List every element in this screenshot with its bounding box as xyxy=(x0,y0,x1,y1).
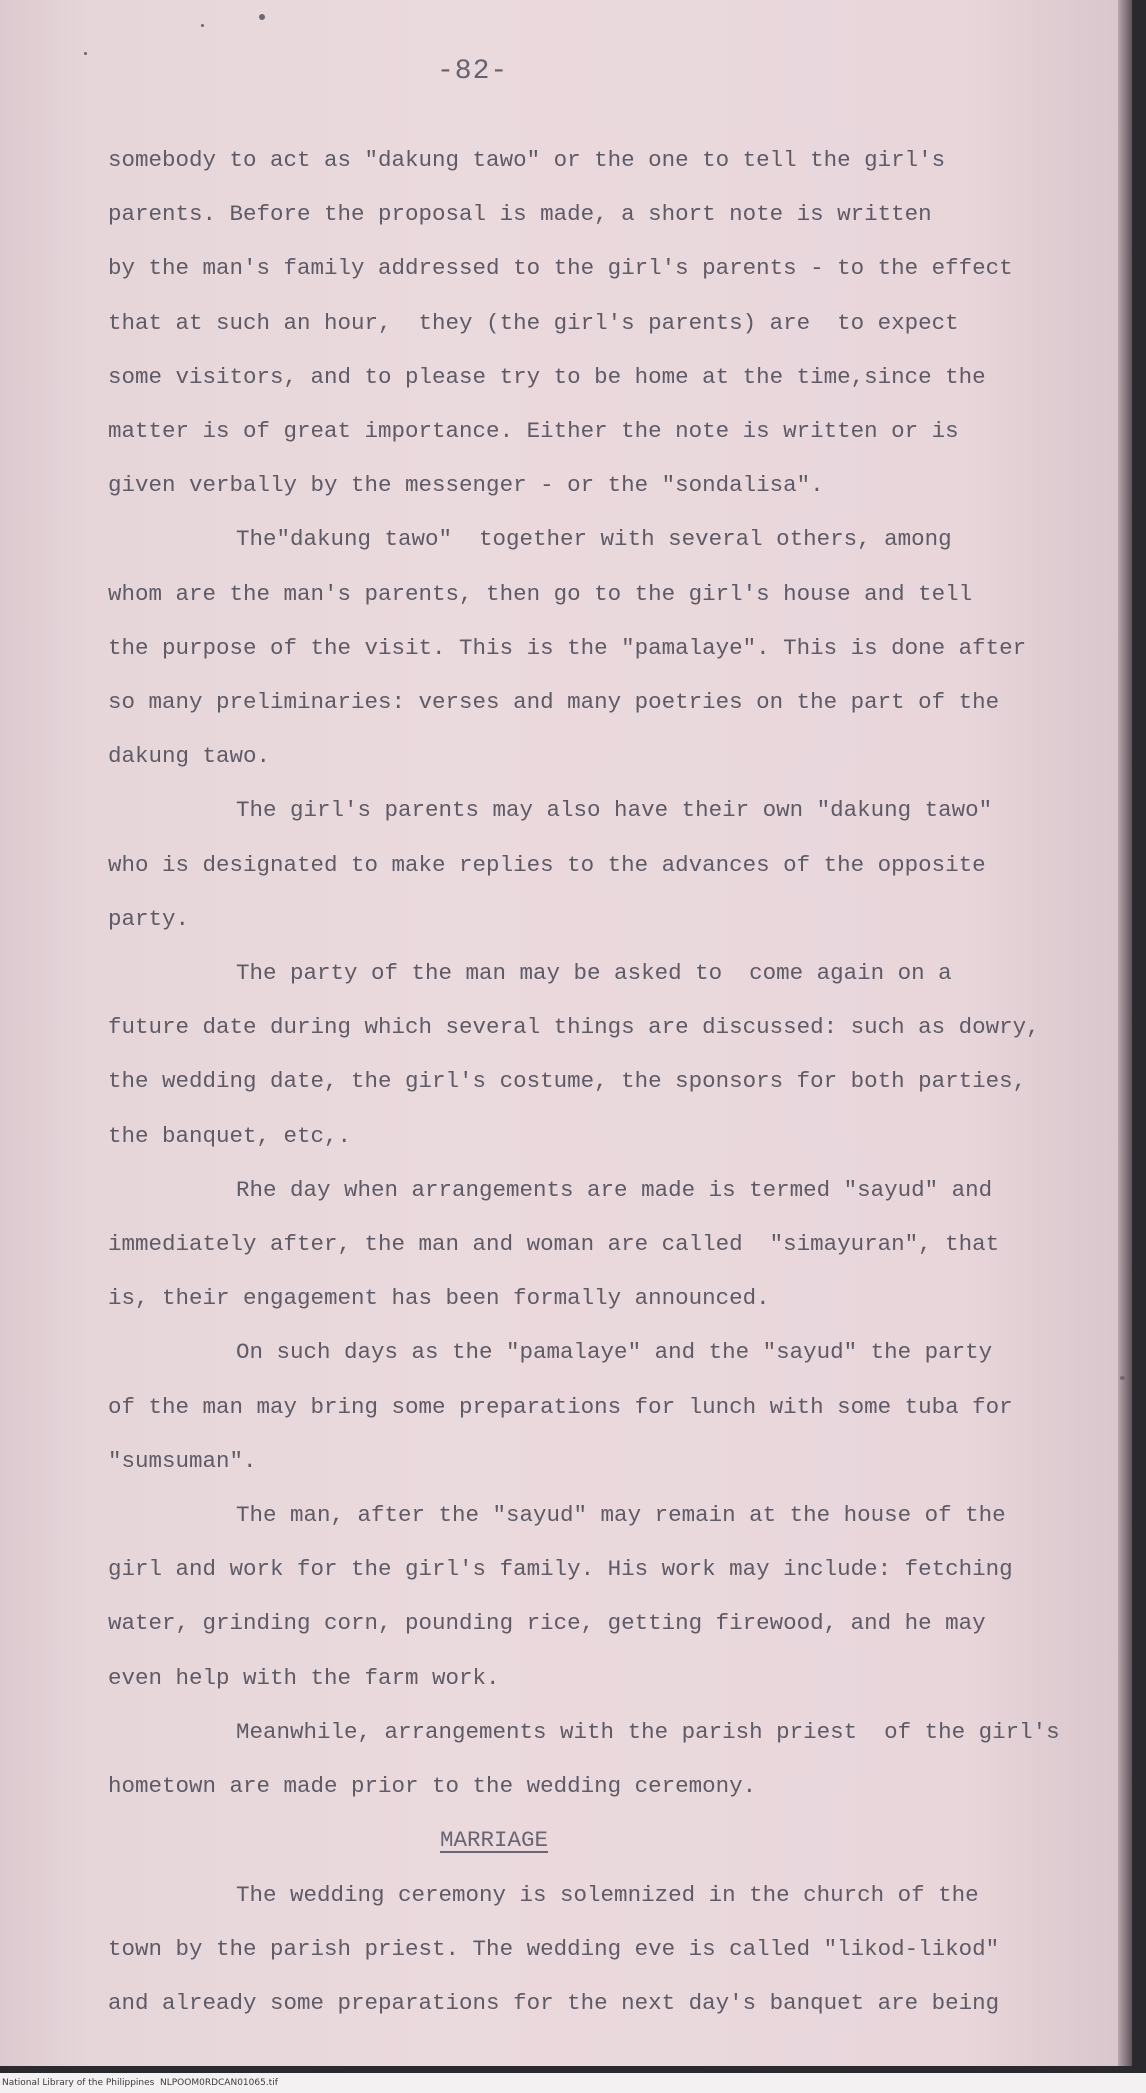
scan-footer xyxy=(0,2073,1146,2093)
paragraph: The party of the man may be asked to come again on a future date during which several things are discussed: such as dowry, the wedding date, the girl's costume, the sponsors for both parties, the banquet, etc,. xyxy=(108,960,1040,1149)
paragraph: somebody to act as "dakung tawo" or the one to tell the girl's parents. Before the proposal is made, a short note is written by the man's family addressed to the girl's parents - to the effect that at such an hour, they (the girl's parents) are to expect some visitors, and to please try to be home at the time,since the matter is of great importance. Either the note is written or is given verbally by the messenger - or the "sondalisa". xyxy=(108,147,1013,499)
page-edge-shadow xyxy=(1118,0,1132,2066)
library-credit: National Library of the Philippines xyxy=(2,2078,155,2088)
section-heading-marriage: MARRIAGE xyxy=(440,1827,549,1854)
ink-speck xyxy=(1120,1376,1125,1380)
ink-speck xyxy=(201,24,204,27)
paragraph: On such days as the "pamalaye" and the "sayud" the party of the man may bring some preparations for lunch with some tuba for "sumsuman". xyxy=(108,1339,1013,1474)
paragraph: The man, after the "sayud" may remain at the house of the girl and work for the girl's family. His work may include: fetching water, grinding corn, pounding rice, getting firewood, and he may even help with the farm work. xyxy=(108,1502,1013,1691)
file-name: NLPOOM0RDCAN01065.tif xyxy=(160,2078,278,2088)
paragraph: The wedding ceremony is solemnized in the church of the town by the parish priest. The wedding eve is called "likod-likod" and already some preparations for the next day's banquet are being xyxy=(108,1881,1000,2016)
ink-speck xyxy=(84,52,87,55)
typed-text-body xyxy=(108,133,1068,2030)
page-number: -82- xyxy=(437,56,509,87)
paragraph: Meanwhile, arrangements with the parish priest of the girl's hometown are made prior to the wedding ceremony. xyxy=(108,1718,1060,1800)
paragraph: Rhe day when arrangements are made is termed "sayud" and immediately after, the man and woman are called "simayuran", that is, their engagement has been formally announced. xyxy=(108,1176,1000,1312)
paragraph: The"dakung tawo" together with several others, among whom are the man's parents, then go to the girl's house and tell the purpose of the visit. This is the "pamalaye". This is done after so many preliminaries: verses and many poetries on the part of the dakung tawo. xyxy=(108,526,1027,770)
paragraph: The girl's parents may also have their own "dakung tawo" who is designated to make replies to the advances of the opposite party. xyxy=(108,797,993,932)
ink-speck xyxy=(259,14,265,20)
